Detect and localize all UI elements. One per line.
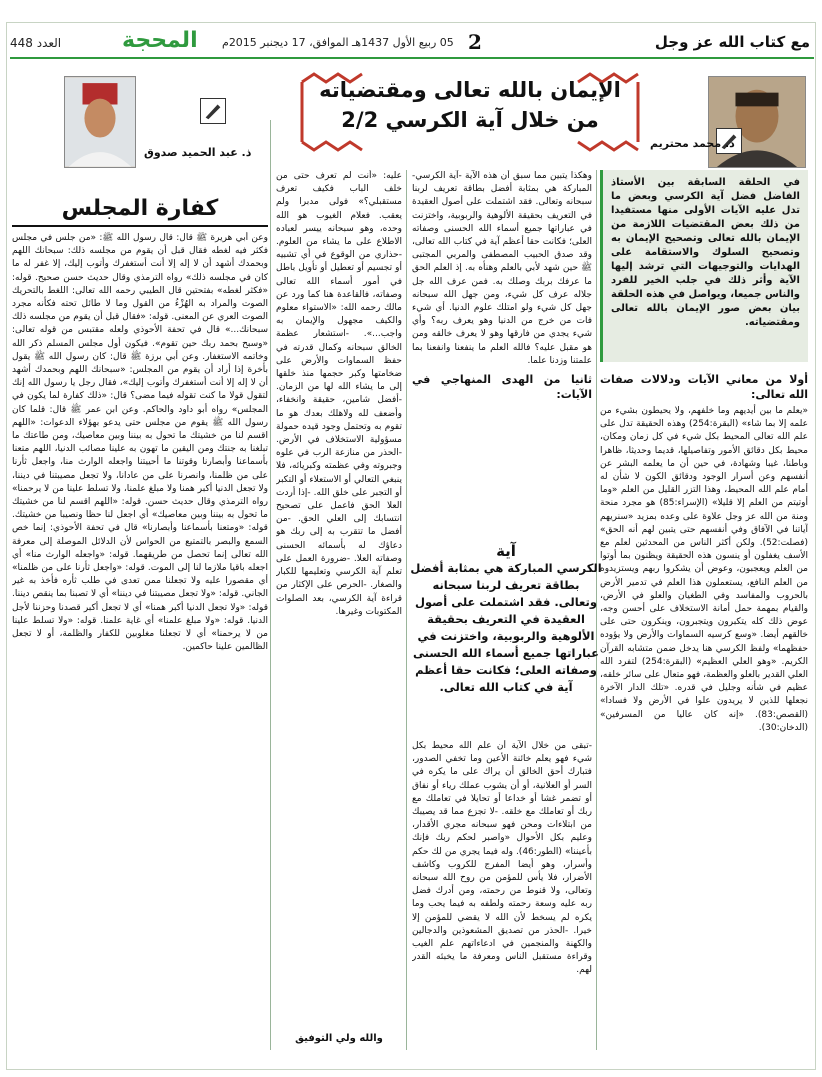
article-intro-box — [600, 170, 808, 362]
issue-date: 05 ربيع الأول 1437هـ الموافق، 17 ديجنبر 2015م — [222, 36, 454, 49]
header-divider — [10, 57, 814, 59]
column-1-body: «يعلم ما بين أيديهم وما خلفهم، ولا يحيطون بشيء من علمه إلا بما شاء» (البقرة:254) وهذه الحقيقة تدل على علم الله تعالى المحيط بكل شيء في كل زمان ومكان، محيط بكل دقائق الأمور وتفاصيلها، قديما وحديثا، ظاهرا وباطنا، غيبا وشهادة، في حين أن ما يعلمه البشر عن أنفسهم وعن أسرار الوجود ودقائق الكون لا شأن له أمام علم الله المحيط، وهذا التزر القليل من العلم «وما أوتيتم من العلم إلا قليلا» (الإسراء:85) هو مجرد منحة ومنة من الله عز وجل علاوة على وعده بمزيد «سنريهم آياتنا في الآفاق وفي أنفسهم حتى يتبين لهم أنه الحق» (فصلت:52). ولكن أكثر الناس من المحدثين لعلم مع الأسف يغفلون أو ينسون هذه الحقيقة ويظنون بما أوتوا من العلم ويعجبون، وعوض أن يشكروا ربهم ويستزيدوه من العلم النافع، يستعملون هذا العلم في تدمير الأرض بالحروب والمفاسد وفي الطغيان والعلو في الأرض، والقيام بمهمة حمل أمانة الاستخلاف على أحسن وجه، عوض ذلك كله يتكبرون ويتجبرون، وينكرون حتى على خالقهم أيضا. «وسع كرسيه السماوات والأرض ولا يؤوده حفظهما» ولفظ الكرسي هنا يدخل ضمن متشابه القرآن الكريم. «وهو العلي العظيم» (البقرة:254) لتفرد الله العلي القدير بالعلو والعظمة، فهو متعال على سائر خلقه، عظيم في شأنه وجليل في قدره. «تلك الدار الآخرة نجعلها للذين لا يريدون علوا في الأرض ولا فسادا» (القصص:83). «إنه كان عاليا من المسرفين» (الدخان:30). — [600, 406, 808, 733]
column-2-body: وهكذا يتبين مما سبق أن هذه الآية -آية الكرسي- المباركة هي بمثابة أفضل بطاقة تعريف لربنا سبحانه وتعالى. فقد اشتملت على أصول العقيدة في التعريف بحقيقة الألوهية والربوبية، واختزنت في عباراتها جميع أسماء الله الحسنى وصفاته العلى؛ فكانت حقا أعظم آية في كتاب الله تعالى، وقد صدق الحبيب المصطفى والمربي المجتبى ﷺ حين شهد لأبي بالعلم وهنأه به. إذ العلم الحق ما عرفك بربك وصلك به. فمن عرف الله جل جلاله عرف كل شيء، ومن جهل الله سبحانه جهل كل شيء ولو امتلك علوم الدنيا. أي شيء فات من خرج من الدنيا وهو يعرف ربه؟ وأي شيء يجدي من فارقها وهو لا يعرف خالقه ومن هو مقبل عليه؟ فالله العلم ما ينفعنا وانفعنا بما علمتنا وزدنا علما. — [412, 171, 592, 366]
page-number: 2 — [468, 30, 482, 54]
article-author: د. محمد محتريم — [650, 137, 735, 150]
side-article-title: كفارة المجلس — [12, 196, 268, 227]
pull-quote-text: الكرسي المباركة هي بمثابة أفضل بطاقة تعريف لربنا سبحانه وتعالى. فقد اشتملت على أصول العقيدة في التعريف بحقيقة الألوهية والربوبية، واختزنت في عباراتها جميع أسماء الله الحسنى وصفاته العلى؛ فكانت حقا أعظم آية في كتاب الله تعالى. — [410, 561, 602, 694]
article-closing: والله ولي التوفيق — [295, 1033, 383, 1044]
article-title-line-1: الإيمان بالله تعالى ومقتضياته — [319, 78, 621, 102]
side-article-author: ذ. عبد الحميد صدوق — [144, 146, 252, 159]
column-3-body: عليه: «أنت لم تعرف حتى من خلف الباب فكيف تعرف مستقبلي؟» فولى مدبرا ولم يعقب. فعلام الغيوب هو الله وحده، وهو سبحانه ييسر لعباده الاطلاع على ما يشاء من العلوم. -حذاري من الوقوع في أي تشبيه أو تجسيم أو تعطيل أو تأويل باطل في أمور أسماء الله تعالى وصفاته، فالقاعدة هنا كما ورد عن مالك رحمه الله: «الاستواء معلوم والكيف مجهول والإيمان به واجب...». -استشعار عظمة الخالق سبحانه وكمال قدرته في حفظ السماوات والأرض على ضخامتها وكبر حجمها منذ خلقها إلى ما يشاء الله لها من الزمان. -أفضل شامين، حقيقة وانخفاء، وأضعف لله ولاهلك بعدك هو ما تقوم به وتحتمل وجود قيده حمولة مسؤولية الاستخلاف في الأرض. -الحذر من منازعة الرب في علوه وجبروته وفي عظمته وكبريائه، فلا ينبغي التعالي أو الاستعلاء أو التكبر أو التجبر على خلق الله. -إذا أردت العلا الحق فاعمل على تصحيح انتسابك إلى العلي الحق. -من أفضل ما تتقرب به إلى ربك هو دعاؤك له بأسمائه الحسنى وصفاته العلا. -ضرورة العمل على تعلم آية الكرسي وتعليمها للكبار والصغار. -الحرص على الإكثار من قراءة آية الكرسي، بعد الصلوات المكتوبات وغيرها. — [276, 171, 402, 617]
article-title-line-2: من خلال آية الكرسي 2/2 — [341, 108, 599, 132]
closing-line-wrap — [276, 1026, 402, 1048]
section-heading-2: ثانيا من الهدى المنهاجي في الآيات: — [412, 373, 592, 402]
article-column-1 — [600, 368, 808, 1048]
article-intro: في الحلقة السابقة بين الأستاذ الفاضل فضل آية الكرسي وبعض ما تدل عليه الآيات الأولى منها مستفيدا من ذلك بعض المقتضيات اللازمة من الإيمان بالله تعالى وتصحيح الإيمان به وتصحيح السلوك والاستقامة على الهدايات والتوجيهات التي ترشد إليها الآية وأثر ذلك في جلب الخير للفرد والناس جميعا، ويواصل في هذه الحلقة بيان بعض صور الإيمان بالله تعالى ومقتضياته. — [611, 177, 800, 328]
article-column-3 — [276, 170, 402, 1030]
article-title-block — [300, 72, 640, 152]
page-header — [10, 28, 816, 56]
pen-icon — [200, 98, 226, 124]
side-article-body: وعن أبي هريرة ﷺ قال: قال رسول الله ﷺ: «من جلس في مجلس فكثر فيه لغطه فقال قبل أن يقوم من مجلسه ذلك: سبحانك اللهم وبحمدك أشهد أن لا إله إلا أنت أستغفرك وأتوب إليك، إلا غفر له ما كان في مجلسه ذلك» رواه الترمذي وقال حديث حسن صحيح. قوله: «فكثر لغطه» بفتحتين قال الطيبي رحمه الله تعالى: اللغط بالتحريك الصوت والمراد به الهُزْءُ من القول وما لا طائل تحته فكأنه مجرد الصوت العري عن المعنى. قوله: «فقال قبل أن يقوم من مجلسه ذلك سبحانك...» قال في تحفة الأحوذي ولعله مقتبس من قوله تعالى: «وسبح بحمد ربك حين تقوم». فيكون أول مجلس المسلم ذكر الله وخاتمه الاستغفار. وعن أبي برزة ﷺ قال: كان رسول الله ﷺ يقول بأخرة إذا أراد أن يقوم من المجلس: «سبحانك اللهم وبحمدك أشهد أن لا إله إلا أنت أستغفرك وأتوب إليك»، فقال رجل يا رسول الله إنك لتقول قولا ما كنت تقوله فيما مضى؟ قال: «ذلك كفارة لما يكون في المجلس» رواه أبو داود والحاكم. وعن ابن عمر ﷺ قال: قلما كان رسول الله ﷺ يقوم من مجلس حتى يدعو بهؤلاء الدعوات: «اللهم اقسم لنا من خشيتك ما تحول به بيننا وبين معاصيك، ومن طاعتك ما تبلغنا به جنتك ومن اليقين ما تهون به علينا مصائب الدنيا، اللهم متعنا بأسماعنا وأبصارنا وقوتنا ما أحييتنا واجعله الوارث منا، واجعل ثأرنا على من ظلمنا، وانصرنا على من عادانا، ولا تجعل مصيبتنا في ديننا، ولا تجعل الدنيا أكبر همنا ولا مبلغ علمنا، ولا تسلط علينا من لا يرحمنا» رواه الترمذي وقال حديث حسن. قوله: «اللهم اقسم لنا من خشيتك ما تحول به بيننا وبين معاصيك» أي اجعل لنا حظا ونصيبا من خشيتك. قوله: «ومتعنا بأسماعنا وأبصارنا» قال في تحفة الأحوذي: إنما خص السمع والبصر بالتمتيع من الحواس لأن الدلائل الموصلة إلى معرفة الله تعالى إنما تحصل من طريقهما. قوله: «واجعله الوارث منا» أي اجعله باقيا ملازما لنا إلى الموت. قوله: «واجعل ثأرنا على من ظلمنا» أي مقصورا عليه ولا تجعلنا ممن تعدى في طلب ثأره فأخذ به غير الجاني. قوله: «ولا تجعل مصيبتنا في ديننا» أي لا تصبنا بما ينقص ديننا. قوله: «ولا تجعل الدنيا أكبر همنا» أي لا تجعل أكبر قصدنا وحزننا لأجل الدنيا. قوله: «ولا مبلغ علمنا» أي غاية علمنا. قوله: «ولا تسلط علينا من لا يرحمنا» أي لا تجعلنا مغلوبين للكفار والظلمة، أو لا تجعل الظالمين علينا حاكمين. — [12, 233, 268, 653]
column-divider — [270, 120, 271, 1050]
author-photo-left — [64, 76, 136, 168]
column-2-body-cont: -تبقى من خلال الآية أن علم الله محيط بكل شيء فهو يعلم خائنة الأعين وما تخفي الصدور، فتبارك أحق الخالق أن يراك على ما يكره في السر أو العلانية، أو أن يشوب عملك رياء أو نفاق أو تضمر غشا أو خداعا أو تحايلا في تعاملك مع ربك أو تعاملك مع خلقه. -لا تجزع مما قد يصيبك من ابتلاءات ومحن فهو سبحانه مجري الأقدار، وعليم بكل الأحوال «واصبر لحكم ربك فإنك بأعيننا» (الطور:46). وله فيما يجري من لك حكم وأسرار، وهو أيضا المفرج للكروب وكاشف الأضرار، فلا يأس للمؤمن من روح الله سبحانه وتعالى، ولا قنوط من رحمته، ومن أدرك فضل ربه عليه وسعة رحمته ولطفه به فيما يحب وما يكره لم يسخط لأن الله لا يقضي للمؤمن إلا خيرا. -الحذر من تصديق المشعوذين والدجالين والكهنة والمنجمين في ادعاءاتهم علم الغيب وقراءة مستقبل الناس ومعرفة ما يخبئه القدر لهم. — [412, 741, 592, 976]
pull-quote-head: آية — [496, 542, 516, 560]
author-portrait-left — [65, 77, 135, 167]
magazine-logo: المحجة — [122, 28, 198, 53]
series-title: مع كتاب الله عز وجل — [654, 33, 810, 51]
side-article-column — [12, 232, 268, 1048]
column-divider — [406, 170, 407, 1050]
article-column-2-cont — [412, 740, 592, 1050]
issue-number: العدد 448 — [10, 36, 62, 50]
article-column-2 — [412, 170, 592, 542]
pull-quote — [410, 542, 602, 732]
section-heading-1: أولا من معاني الآيات ودلالات صفات الله تعالى: — [600, 373, 808, 401]
